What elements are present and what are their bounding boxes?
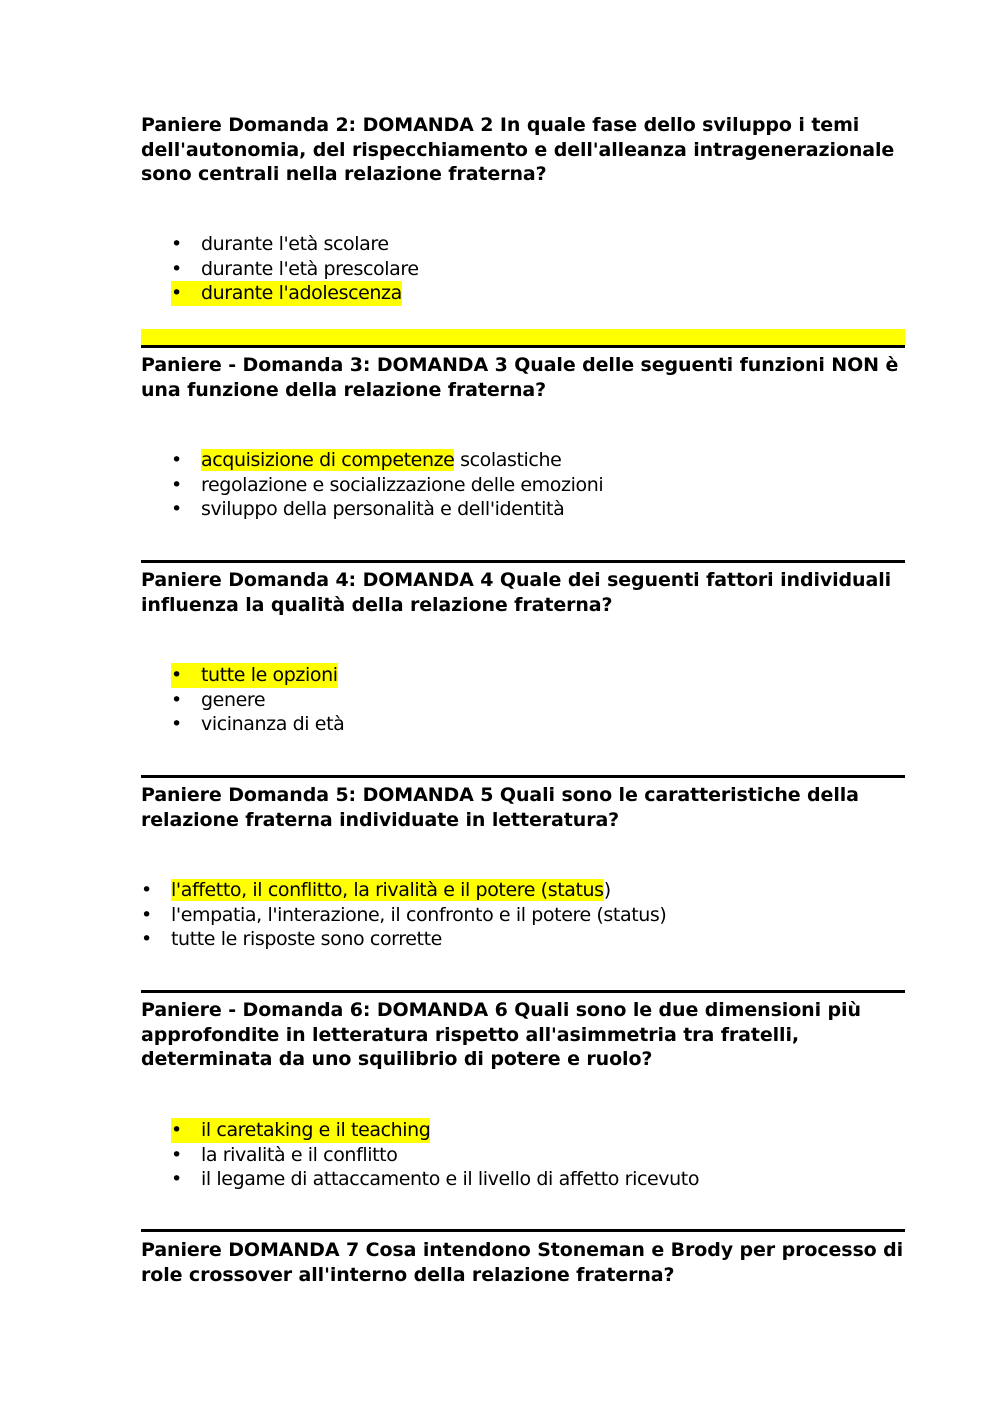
highlighted-text: acquisizione di competenze — [201, 449, 455, 471]
bullet-icon: • — [171, 664, 182, 686]
list-item: • acquisizione di competenze scolastiche — [171, 449, 562, 471]
list-item: • vicinanza di età — [171, 713, 345, 735]
question-2: Paniere Domanda 2: DOMANDA 2 In quale fase dello sviluppo i temi dell'autonomia, del rispecchiamento e dell'alleanza intragenerazionale sono centrali nella relazione fraterna? — [141, 114, 895, 185]
question-5: Paniere Domanda 5: DOMANDA 5 Quali sono le caratteristiche della relazione fraterna individuate in letteratura? — [141, 784, 859, 831]
highlight-band — [141, 329, 905, 345]
highlighted-text: l'affetto, il conflitto, la rivalità e il potere (status — [171, 879, 604, 901]
bullet-icon: • — [141, 879, 152, 901]
question-4: Paniere Domanda 4: DOMANDA 4 Quale dei seguenti fattori individuali influenza la qualità della relazione fraterna? — [141, 569, 892, 616]
bullet-icon: • — [171, 473, 182, 496]
list-item-highlighted: • tutte le opzioni — [171, 664, 338, 686]
bullet-icon: • — [171, 1119, 182, 1141]
bullet-icon: • — [141, 928, 152, 950]
bullet-icon: • — [171, 1143, 182, 1166]
list-item: • l'empatia, l'interazione, il confronto e il potere (status) — [141, 903, 667, 926]
bullet-icon: • — [171, 257, 182, 280]
list-item: • il legame di attaccamento e il livello di affetto ricevuto — [171, 1168, 700, 1190]
list-item: • regolazione e socializzazione delle emozioni — [171, 473, 604, 496]
bullet-icon: • — [171, 688, 182, 711]
options-question-5 — [141, 878, 666, 952]
list-item: • la rivalità e il conflitto — [171, 1143, 398, 1166]
bullet-icon: • — [171, 449, 182, 471]
bullet-icon: • — [171, 233, 182, 255]
divider — [141, 560, 905, 563]
options-question-2 — [171, 232, 419, 306]
divider — [141, 345, 905, 348]
list-item-highlighted: • il caretaking e il teaching — [171, 1119, 431, 1141]
divider — [141, 775, 905, 778]
bullet-icon: • — [171, 1168, 182, 1190]
question-3: Paniere - Domanda 3: DOMANDA 3 Quale delle seguenti funzioni NON è una funzione della relazione fraterna? — [141, 354, 899, 401]
divider — [141, 1229, 905, 1232]
options-question-3 — [171, 448, 603, 522]
bullet-icon: • — [171, 282, 182, 304]
question-7: Paniere DOMANDA 7 Cosa intendono Stoneman e Brody per processo di role crossover all'interno della relazione fraterna? — [141, 1239, 904, 1286]
bullet-icon: • — [171, 498, 182, 520]
bullet-icon: • — [171, 713, 182, 735]
list-item: • tutte le risposte sono corrette — [141, 928, 442, 950]
list-item: • durante l'età scolare — [171, 233, 389, 255]
bullet-icon: • — [141, 903, 152, 926]
list-item: • genere — [171, 688, 266, 711]
list-item: • durante l'età prescolare — [171, 257, 419, 280]
list-item-highlighted: • durante l'adolescenza — [171, 282, 402, 304]
options-question-6 — [171, 1118, 699, 1192]
list-item: • l'affetto, il conflitto, la rivalità e il potere (status) — [141, 879, 611, 901]
divider — [141, 990, 905, 993]
options-question-4 — [171, 663, 344, 737]
list-item: • sviluppo della personalità e dell'identità — [171, 498, 565, 520]
question-6: Paniere - Domanda 6: DOMANDA 6 Quali sono le due dimensioni più approfondite in letteratura rispetto all'asimmetria tra fratelli, determinata da uno squilibrio di potere e ruolo? — [141, 999, 861, 1070]
